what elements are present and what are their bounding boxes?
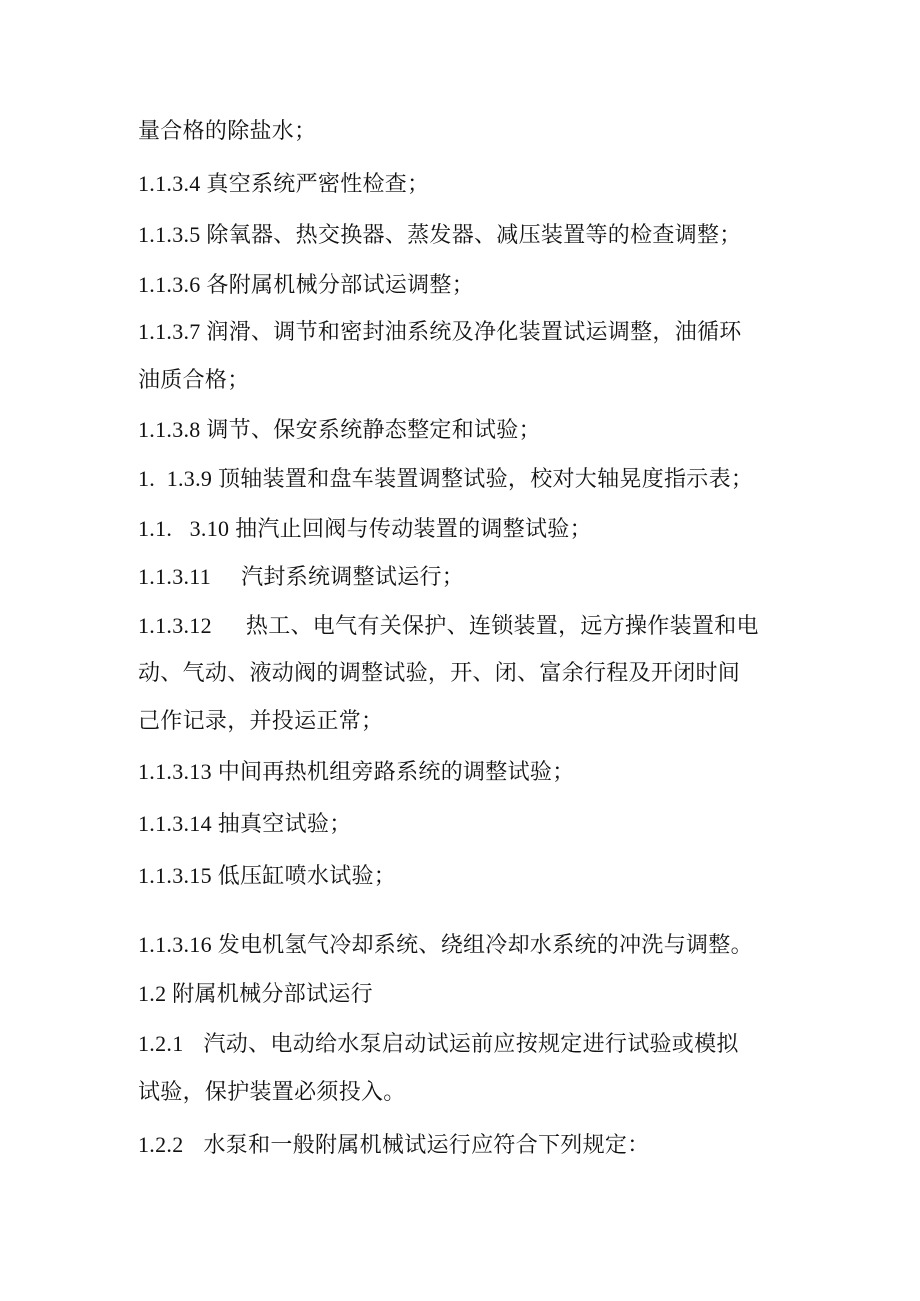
clause-text: 真空系统严密性检查； — [206, 172, 430, 197]
clause-text: 试验，保护装置必须投入。 — [138, 1080, 406, 1105]
clause-number: 1.2.2 — [138, 1132, 184, 1157]
clause-text: 己作记录，并投运正常； — [138, 709, 384, 734]
clause-text: 抽真空试验； — [217, 812, 352, 837]
section-number: 1.2 — [138, 981, 173, 1006]
text-line — [138, 416, 541, 445]
clause-number: 1.1. 3.10 — [138, 516, 236, 541]
text-line — [138, 271, 474, 300]
text-line — [138, 758, 575, 787]
clause-number: 1.2.1 — [138, 1031, 184, 1056]
clause-text: 发电机氢气冷却系统、绕组冷却水系统的冲洗与调整。 — [217, 933, 753, 958]
clause-text: 除氧器、热交换器、蒸发器、减压装置等的检查调整； — [206, 223, 742, 248]
clause-number: 1.1.3.7 — [138, 319, 207, 344]
clause-text: 各附属机械分部试运调整； — [206, 273, 475, 298]
clause-text: 油质合格； — [138, 368, 250, 393]
text-line — [138, 465, 753, 494]
text-line — [138, 563, 464, 592]
clause-number: 1.1.3.13 — [138, 759, 218, 784]
clause-number: 1.1.3.5 — [138, 222, 207, 247]
clause-number: 1.1.3.11 — [138, 564, 212, 589]
clause-number: 1.1.3.16 — [138, 932, 218, 957]
section-heading — [138, 980, 373, 1009]
clause-text: 量合格的除盐水； — [138, 119, 317, 144]
clause-text: 汽封系统调整试运行； — [241, 565, 465, 590]
clause-number: 1.1.3.12 — [138, 613, 212, 638]
clause-text: 汽动、电动给水泵启动试运前应按规定进行试验或模拟 — [203, 1032, 739, 1057]
section-title: 附属机械分部试运行 — [172, 982, 373, 1007]
text-line — [138, 1030, 739, 1059]
text-line — [138, 221, 742, 250]
clause-number: 1.1.3.14 — [138, 811, 218, 836]
clause-number: 1.1.3.6 — [138, 272, 207, 297]
text-line — [138, 810, 352, 839]
text-line — [138, 515, 592, 544]
clause-number: 1.1.3.15 — [138, 863, 218, 888]
text-line — [138, 318, 742, 347]
text-line — [138, 1131, 650, 1160]
clause-text: 润滑、调节和密封油系统及净化装置试运调整，油循环 — [206, 320, 742, 345]
clause-text: 顶轴装置和盘车装置调整试验，校对大轴晃度指示表； — [218, 467, 754, 492]
text-line — [138, 612, 759, 641]
clause-text: 抽汽止回阀与传动装置的调整试验； — [235, 517, 592, 542]
clause-text: 水泵和一般附属机械试运行应符合下列规定： — [203, 1133, 650, 1158]
clause-number: 1.1.3.4 — [138, 171, 207, 196]
text-line — [138, 660, 740, 688]
text-line — [138, 118, 316, 146]
text-line — [138, 1079, 406, 1107]
clause-text: 调节、保安系统静态整定和试验； — [206, 418, 541, 443]
text-line — [138, 708, 383, 736]
text-line — [138, 931, 753, 960]
clause-text: 中间再热机组旁路系统的调整试验； — [217, 760, 575, 785]
clause-text: 热工、电气有关保护、连锁装置，远方操作装置和电 — [245, 614, 759, 639]
clause-number: 1.1.3.8 — [138, 417, 207, 442]
text-line — [138, 862, 396, 891]
clause-text: 动、气动、液动阀的调整试验，开、闭、富余行程及开闭时间 — [138, 661, 741, 686]
text-line — [138, 367, 250, 395]
text-line — [138, 170, 429, 199]
clause-number: 1. 1.3.9 — [138, 466, 218, 491]
clause-text: 低压缸喷水试验； — [217, 864, 397, 889]
